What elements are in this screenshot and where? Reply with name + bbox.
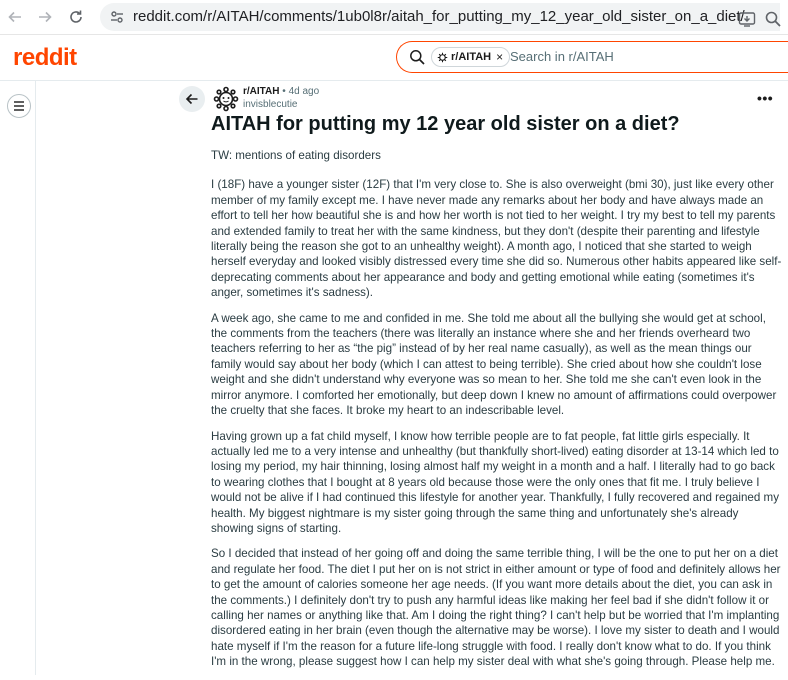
- url-text[interactable]: reddit.com/r/AITAH/comments/1ub0l8r/aitah_for_putting_my_12_year_old_sister_on_a_diet/: [133, 8, 745, 25]
- sidebar-divider: [35, 80, 36, 675]
- post-age: 4d ago: [288, 86, 320, 97]
- browser-toolbar: [0, 0, 788, 35]
- community-filter-chip[interactable]: [431, 47, 510, 67]
- post-paragraph: A week ago, she came to me and confided in me. She told me about all the bullying she would get at school, the comments from the teachers (there was literally an instance where she and her friends overheard two teachers referring to her as “the pig” instead of by her real name casually), as well as the mean things our family would say about her body (which I can attest to being terrible). She cried about how she couldn't lose weight and she didn't understand why everyone was so mean to her. She told me she can't even look in the mirror anymore. I comforted her emotionally, but deep down I knew no amount of affirmations could overpower the cruelty that she faces. It broke my heart to an indescribable level.: [211, 311, 777, 418]
- post-body: [211, 148, 783, 680]
- forward-icon[interactable]: [34, 6, 56, 28]
- post-paragraph: So I decided that instead of her going off and doing the same terrible thing, I will be the one to put her on a diet and regulate her food. The diet I put her on is not strict in either amount or type of food and definitely allows her to get the amount of calories someone her age needs. (If you want more details about the diet, you can ask in the comments.) I definitely don't try to push any harmful ideas like making her feel bad if she didn't follow it or calling her names or anything like that. Am I doing the right thing? I can't help but be worried that I'm implanting disordered eating in her brain (even though the alternative may be worse). I love my sister to death and I would hate myself if I'm the reason for a future life-long struggle with food. I really don't know what to do. If you think I'm in the wrong, please suggest how I can help my sister deal with what she's going through. Please help me.: [211, 547, 781, 669]
- reddit-logo[interactable]: reddit: [13, 44, 77, 71]
- back-button[interactable]: [179, 86, 205, 112]
- post-meta: [243, 85, 319, 111]
- search-placeholder[interactable]: Search in r/AITAH: [510, 49, 614, 64]
- arrow-left-icon: [185, 92, 199, 106]
- post-paragraph: I (18F) have a younger sister (12F) that I'm very close to. She is also overweight (bmi 30), just like every other member of my family except me. I have never made any remarks about her body and have always made an effort to tell her how beautiful she is and how her worth is not tied to her weight. I try my best to tell my parents and extended family to treat her with the same kindness, but they don't (despite their parenting and lifestyle literally being the reason she got to an unhealthy weight). A month ago, I noticed that she started to weigh herself everyday and looked visibly distressed every time she did so. Numerous other habits appeared like self-deprecating comments about her appearance and body and getting emotional while eating (sometimes it's anger, sometimes it's sadness).: [211, 178, 782, 300]
- site-header: [0, 35, 788, 81]
- post-paragraph: Having grown up a fat child myself, I know how terrible people are to fat people, fat little girls especially. It actually led me to a very intense and unhealthy (but thankfully short-lived) eating disorder at 13-14 which led to losing my period, my hair thinning, losing almost half my weight in a month and a half. I literally had to go back to wearing clothes that I bought at 8 years old because those were the only ones that fit me. I truly believe I would not be alive if I had continued this lifestyle for another year. Thankfully, I fully recovered and regained my health. My biggest nightmare is my sister going through the same thing and unfortunately she's already showing signs of starting.: [211, 429, 779, 535]
- chip-label: r/AITAH: [451, 51, 492, 63]
- subreddit-chip-icon: [437, 52, 448, 63]
- address-bar[interactable]: [100, 3, 780, 31]
- subreddit-link[interactable]: r/AITAH: [243, 86, 280, 97]
- search-bar[interactable]: [396, 41, 788, 73]
- post-paragraph: TW: mentions of eating disorders: [211, 149, 381, 162]
- sidebar-toggle-button[interactable]: [7, 94, 31, 118]
- meta-separator: •: [282, 86, 286, 97]
- tune-icon[interactable]: [109, 9, 125, 25]
- more-options-button[interactable]: •••: [757, 90, 774, 106]
- magnifier-icon[interactable]: [764, 10, 782, 28]
- post-title: AITAH for putting my 12 year old sister on a diet?: [211, 113, 680, 135]
- install-app-icon[interactable]: [738, 10, 756, 28]
- search-icon: [409, 49, 425, 65]
- chip-close-icon[interactable]: ×: [496, 50, 504, 64]
- subreddit-avatar-icon[interactable]: [213, 86, 239, 112]
- reload-icon[interactable]: [65, 6, 87, 28]
- back-icon[interactable]: [4, 6, 26, 28]
- hamburger-icon: [13, 101, 25, 111]
- author-link[interactable]: invisblecutie: [243, 99, 298, 110]
